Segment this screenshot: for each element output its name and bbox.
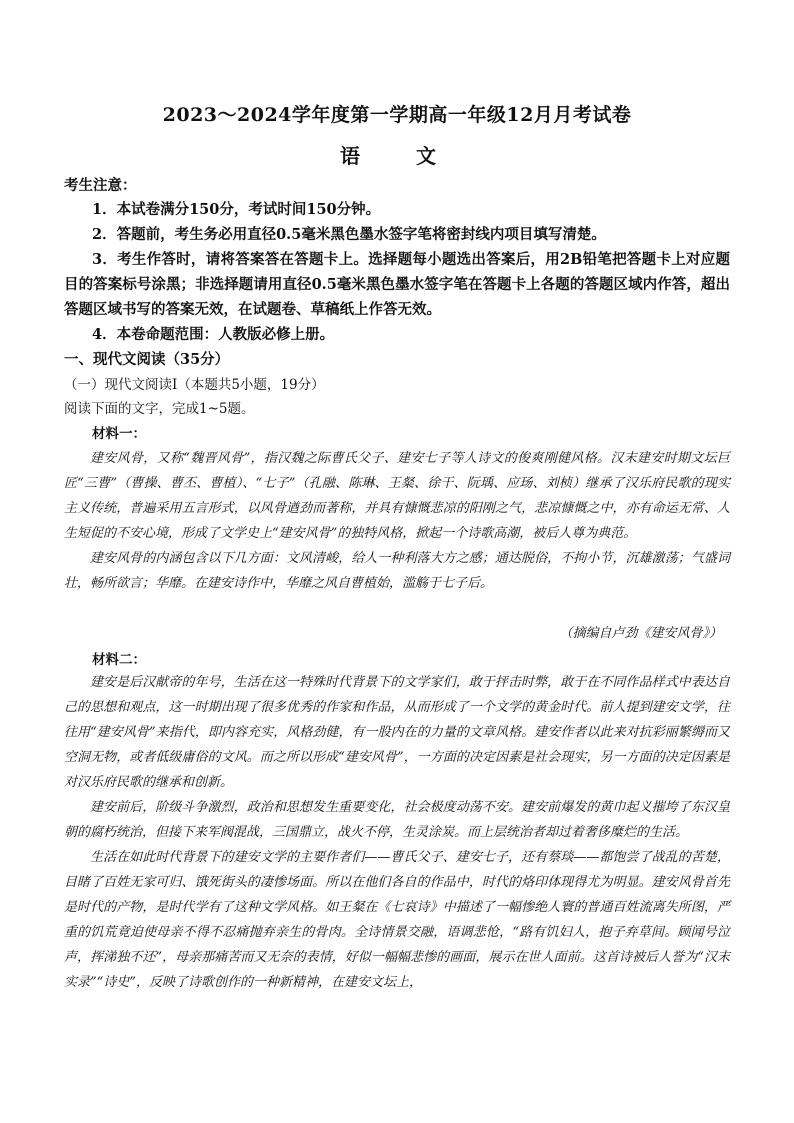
- material-one-citation: （摘编自卢劲《建安风骨》）: [559, 626, 722, 641]
- section-heading: 一、现代文阅读（35分）: [64, 351, 230, 368]
- notice-item: 4．本卷命题范围：人教版必修上册。: [92, 326, 335, 343]
- notice-item: 2．答题前，考生务必用直径0.5毫米黑色墨水签字笔将密封线内项目填写清楚。: [92, 226, 606, 243]
- material-two-body: [64, 670, 730, 995]
- paragraph: 建安前后，阶级斗争激烈，政治和思想发生重要变化，社会极度动荡不安。建安前爆发的黄巾起义摧垮了东汉皇朝的腐朽统治，但接下来军阀混战，三国鼎立，战火不停，生灵涂炭。而上层统治者却过着奢侈糜烂的生活。: [64, 800, 730, 840]
- material-one-body: [64, 446, 730, 596]
- exam-title: 2023～2024学年度第一学期高一年级12月月考试卷: [162, 104, 632, 126]
- notice-item: 1．本试卷满分150分，考试时间150分钟。: [92, 201, 381, 218]
- material-two-label: 材料二：: [92, 652, 146, 668]
- subject-title: 语 文: [340, 144, 454, 168]
- notice-list: [64, 197, 730, 347]
- notice-item: 3．考生作答时，请将答案答在答题卡上。选择题每小题选出答案后，用2B铅笔把答题卡上对应题目的答案标号涂黑；非选择题请用直径0.5毫米黑色墨水签字笔在答题卡上各题的答题区域内作答，超出答题区域书写的答案无效，在试题卷、草稿纸上作答无效。: [64, 251, 730, 318]
- paragraph: 建安风骨的内涵包含以下几方面：文风清峻，给人一种利落大方之感；通达脱俗，不拘小节，沉雄激荡；气盛词壮，畅所欲言；华靡。在建安诗作中，华靡之风自曹植始，滥觞于七子后。: [64, 551, 730, 591]
- sub-section-heading: （一）现代文阅读Ⅰ（本题共5小题，19分）: [64, 377, 325, 393]
- material-one-label: 材料一：: [92, 426, 146, 442]
- paragraph: 建安风骨，又称“魏晋风骨”，指汉魏之际曹氏父子、建安七子等人诗文的俊爽刚健风格。汉末建安时期文坛巨匠“三曹”（曹操、曹丕、曹植）、“七子”（孔融、陈琳、王粲、徐干、阮瑀、应玚、刘桢）继承了汉乐府民歌的现实主义传统，普遍采用五言形式，以风骨遒劲而著称，并具有慷慨悲凉的阳刚之气，悲凉慷慨之中，亦有命运无常、人生短促的不安心境，形成了文学史上“建安风骨”的独特风格，掀起一个诗歌高潮，被后人尊为典范。: [64, 451, 730, 541]
- paragraph: 生活在如此时代背景下的建安文学的主要作者们——曹氏父子、建安七子，还有蔡琰——都饱尝了战乱的苦楚，目睹了百姓无家可归、饿死街头的凄惨场面。所以在他们各自的作品中，时代的烙印体现得尤为明显。建安风骨首先是时代的产物，是时代学有了这种文学风格。如王粲在《七哀诗》中描述了一幅惨绝人寰的普通百姓流离失所图，严重的饥荒竟迫使母亲不得不忍痛抛弃亲生的骨肉。全诗情景交融，语调悲怆，“路有饥妇人，抱子弃草间。顾闻号泣声，挥涕独不还”，母亲那痛苦而又无奈的表情，好似一幅幅悲惨的画面，展示在世人面前。这首诗被后人誉为“汉末实录”“诗史”，反映了诗歌创作的一种新精神，在建安文坛上，: [64, 850, 730, 990]
- reading-instruction: 阅读下面的文字，完成1~5题。: [64, 401, 255, 417]
- paragraph: 建安是后汉献帝的年号，生活在这一特殊时代背景下的文学家们，敢于抨击时弊，敢于在不同作品样式中表达自己的思想和观点，这一时期出现了很多优秀的作家和作品，从而形成了一个文学的黄金时代。前人提到建安文学，往往用“建安风骨”来指代，即内容充实，风格劲健，有一股内在的力量的文章风格。建安作者以此来对抗彩丽繁缛而又空洞无物，或者低级庸俗的文风。而之所以形成“建安风骨”，一方面的决定因素是社会现实，另一方面的决定因素是对汉乐府民歌的继承和创新。: [64, 675, 730, 790]
- notice-heading: 考生注意：: [64, 177, 137, 194]
